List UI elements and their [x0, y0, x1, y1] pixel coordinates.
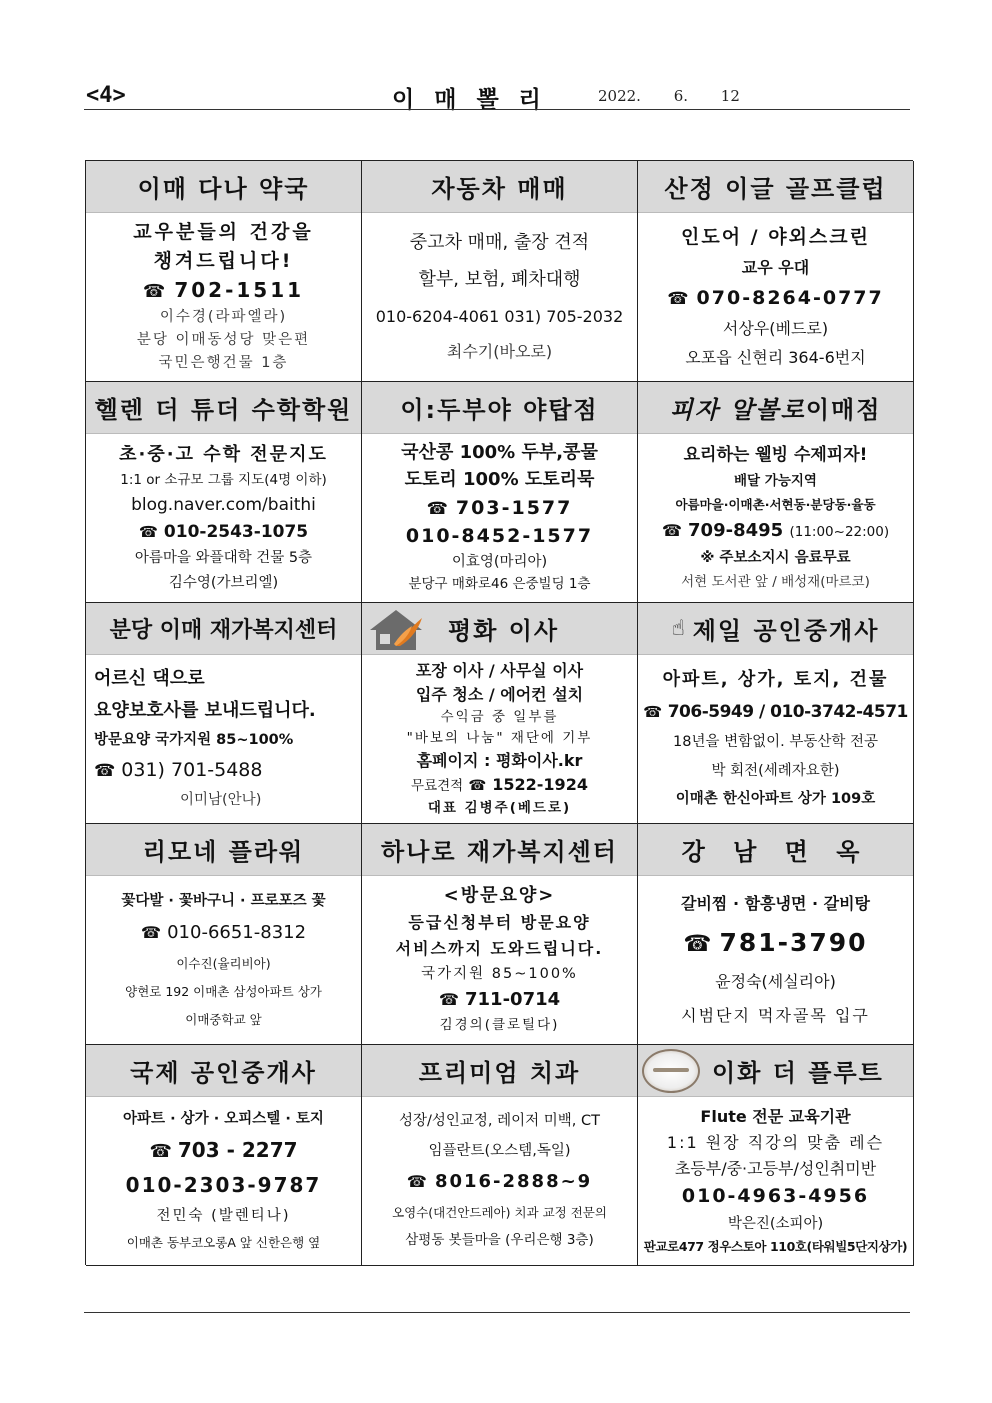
phone-icon: ☎ [149, 1141, 172, 1163]
ad-address: 아름마을 와플대학 건물 5층 [134, 550, 313, 567]
ad-text: "바보의 나눔" 재단에 기부 [406, 730, 593, 747]
ad-contact-name: 이수진(율리비아) [176, 956, 271, 972]
ad-text: 입주 청소 / 에어컨 설치 [415, 684, 584, 704]
ad-contact-name: 서상우(베드로) [722, 319, 829, 339]
footer-rule [84, 1312, 910, 1313]
phone-icon: ☎ [138, 523, 158, 542]
ad-title: 평화 이사 [362, 603, 637, 655]
phone-icon: ☎ [643, 702, 662, 721]
flute-logo-icon [642, 1049, 700, 1093]
issue-date: 2022. 6. 12 [598, 87, 740, 105]
ad-contact-name: 박은진(소피아) [727, 1215, 824, 1232]
ad-welfare-center [86, 603, 362, 824]
ad-text: 1:1 or 소규모 그룹 지도(4명 이하) [120, 471, 327, 488]
ad-address: 서현 도서관 앞 / 배성재(마르코) [681, 573, 870, 590]
ad-dental-clinic [362, 1045, 638, 1266]
ad-address: 분당구 매화로46 은중빌딩 1층 [408, 576, 591, 593]
ad-phone: 010-4963-4956 [681, 1184, 870, 1207]
ad-text: 초·중·고 수학 전문지도 [119, 443, 328, 465]
page-number: <4> [86, 83, 126, 108]
ad-text: <방문요양> [443, 885, 556, 907]
ad-text: 등급신청부터 방문요양 [408, 913, 591, 933]
ad-title: 분당 이매 재가복지센터 [86, 603, 361, 655]
ad-text: 교우분들의 건강을 [133, 221, 314, 244]
ad-hanaro-welfare [362, 824, 638, 1045]
ad-address: 이매중학교 앞 [185, 1012, 262, 1027]
ad-text: 교우 우대 [741, 257, 810, 277]
newsletter-title: 이 매 뽈 리 [392, 87, 547, 113]
ad-title: 헬렌 더 튜더 수학학원 [86, 382, 361, 434]
ad-phone: 010-8452-1577 [405, 524, 594, 547]
ad-text: 초등부/중·고등부/성인취미반 [674, 1158, 877, 1178]
ad-contact-name: 전민숙 (발렌티나) [156, 1208, 291, 1225]
ad-text: 꽃다발 · 꽃바구니 · 프로포즈 꽃 [121, 892, 326, 909]
ad-text: 아파트, 상가, 토지, 건물 [662, 668, 889, 690]
ad-pizza [638, 382, 914, 603]
ad-phone: ☎ 010-2543-1075 [138, 522, 309, 543]
ad-phone: ☎ 8016-2888~9 [406, 1171, 593, 1193]
ad-text: 국산콩 100% 두부,콩물 [401, 442, 598, 464]
ad-moving-company [362, 603, 638, 824]
ad-contact-name: 이효영(마리아) [451, 554, 548, 571]
ad-text: 어르신 댁으로 [94, 667, 205, 689]
ad-contact-name: 이미남(안나) [180, 792, 262, 809]
ad-text: 성장/성인교정, 레이저 미백, CT [399, 1113, 600, 1129]
ad-golf-club [638, 161, 914, 382]
ad-contact-name: 김수영(가브리엘) [168, 574, 279, 591]
ad-phone: 010-6204-4061 031) 705-2032 [375, 306, 624, 326]
page-header [84, 80, 910, 113]
ad-phone: ☎ 709-8495 (11:00~22:00) [661, 519, 890, 541]
ad-title: 이매 다나 약국 [86, 161, 361, 213]
ad-contact-name: 윤정숙(세실리아) [715, 972, 836, 991]
ad-realty-gukje [86, 1045, 362, 1266]
phone-icon: ☎ [140, 922, 162, 942]
ad-text: 요리하는 웰빙 수제피자! [683, 444, 868, 465]
ad-phone: ☎ 010-6651-8312 [140, 921, 307, 943]
ad-text: 포장 이사 / 사무실 이사 [415, 660, 584, 680]
ad-contact-name: 김경의(클로틸다) [439, 1017, 560, 1034]
house-logo-icon [366, 606, 426, 652]
ad-title: 이화 더 플루트 [638, 1045, 913, 1097]
ad-pharmacy [86, 161, 362, 382]
ad-grid [85, 160, 913, 1265]
phone-icon: ☎ [468, 778, 487, 795]
phone-icon: ☎ [426, 498, 450, 519]
ad-address: 판교로477 정우스토아 110호(타워빌5단지상가) [643, 1238, 908, 1254]
ad-text: 중고차 매매, 출장 견적 [409, 231, 590, 253]
ad-contact-name: 이수경(라파엘라) [159, 308, 288, 325]
ad-title: 이:두부야 야탑점 [362, 382, 637, 434]
ad-text: 요양보호사를 보내드립니다. [94, 699, 316, 721]
ad-website: blog.naver.com/baithi [131, 495, 316, 516]
phone-icon: ☎ [406, 1172, 429, 1192]
ad-address: 국민은행건물 1층 [158, 354, 289, 371]
phone-icon: ☎ [683, 930, 714, 957]
ad-text: 챙겨드립니다! [153, 249, 294, 272]
phone-icon: ☎ [438, 990, 459, 1010]
ad-phone: ☎ 703 - 2277 [149, 1138, 298, 1163]
ad-text: 할부, 보험, 폐차대행 [418, 269, 581, 291]
ad-phone: ☎ 031) 701-5488 [94, 758, 263, 781]
ad-text: 서비스까지 도와드립니다. [395, 939, 604, 959]
ad-phone: 무료견적 ☎ 1522-1924 [411, 775, 588, 795]
ad-text: 오영수(대건안드레아) 치과 교정 전문의 [392, 1205, 607, 1221]
ad-text: 아름마을·이매촌·서현동·분당동·율동 [675, 496, 876, 512]
phone-icon: ☎ [94, 760, 116, 781]
ad-website: 홈페이지 : 평화이사.kr [416, 751, 583, 771]
ad-text: 배달 가능지역 [734, 472, 817, 489]
ad-phone: ☎ 070-8264-0777 [667, 286, 884, 309]
ad-contact-name: 대표 김병주(베드로) [427, 799, 572, 816]
ad-address: 분당 이매동성당 맞은편 [136, 331, 311, 348]
ad-phone: ☎ 706-5949 / 010-3742-4571 [643, 701, 908, 722]
phone-icon: ☎ [661, 520, 683, 540]
ad-address: 시범단지 먹자골목 입구 [681, 1005, 870, 1025]
ad-address: 삼평동 봇들마을 (우리은행 3층) [405, 1232, 594, 1249]
ad-address: 이매촌 동부코오롱A 앞 신한은행 옆 [126, 1235, 321, 1251]
ad-title: 리모네 플라워 [86, 824, 361, 876]
ad-car-trade [362, 161, 638, 382]
ad-text: 18년을 변함없이. 부동산학 전공 [673, 734, 878, 751]
ad-title: 산정 이글 골프클럽 [638, 161, 913, 213]
ad-title: 피자 알볼로 이매점 [638, 382, 913, 434]
ad-contact-name: 최수기(바오로) [446, 341, 553, 361]
ad-title: 하나로 재가복지센터 [362, 824, 637, 876]
ad-text: 방문요양 국가지원 85~100% [94, 732, 294, 749]
ad-text: 갈비찜 · 함흥냉면 · 갈비탕 [681, 893, 870, 913]
ad-title: 자동차 매매 [362, 161, 637, 213]
ad-flower-shop [86, 824, 362, 1045]
pointing-hand-icon: ☝ [671, 616, 687, 641]
ad-title: 프리미엄 치과 [362, 1045, 637, 1097]
ad-address: 이매촌 한신아파트 상가 109호 [675, 791, 876, 808]
ad-title: 국제 공인중개사 [86, 1045, 361, 1097]
ad-realty-jeil [638, 603, 914, 824]
ad-text: 아파트 · 상가 · 오피스텔 · 토지 [123, 1111, 324, 1128]
ad-naengmyeon [638, 824, 914, 1045]
ad-tofu-restaurant [362, 382, 638, 603]
ad-math-academy [86, 382, 362, 603]
ad-flute-academy [638, 1045, 914, 1266]
ad-phone: ☎ 781-3790 [683, 927, 868, 957]
ad-text: 도토리 100% 도토리묵 [404, 469, 595, 491]
ad-address: 오포읍 신현리 364-6번지 [685, 348, 866, 368]
ad-phone: ☎ 702-1511 [142, 277, 305, 302]
ad-text: Flute 전문 교육기관 [700, 1106, 851, 1126]
ad-text: 1:1 원장 직강의 맞춤 레슨 [666, 1132, 885, 1152]
ad-text: 임플란트(오스템,독일) [428, 1142, 571, 1159]
ad-title: 강 남 면 옥 [638, 824, 913, 876]
ad-phone: ☎ 703-1577 [426, 496, 573, 519]
ad-text: 수익금 중 일부를 [440, 708, 559, 725]
ad-address: 양현로 192 이매촌 삼성아파트 상가 [125, 984, 322, 1000]
ad-contact-name: 박 회전(세례자요한) [711, 762, 840, 779]
ad-phone: ☎ 711-0714 [438, 989, 561, 1011]
ad-title: ☝ 제일 공인중개사 [638, 603, 913, 655]
ad-phone: 010-2303-9787 [125, 1173, 322, 1198]
ad-text: ※ 주보소지시 음료무료 [700, 549, 851, 566]
phone-icon: ☎ [667, 288, 691, 309]
ad-text: 인도어 / 야외스크린 [680, 225, 870, 248]
ad-text: 국가지원 85~100% [421, 965, 578, 982]
header-rule [84, 109, 910, 110]
phone-icon: ☎ [142, 280, 169, 302]
